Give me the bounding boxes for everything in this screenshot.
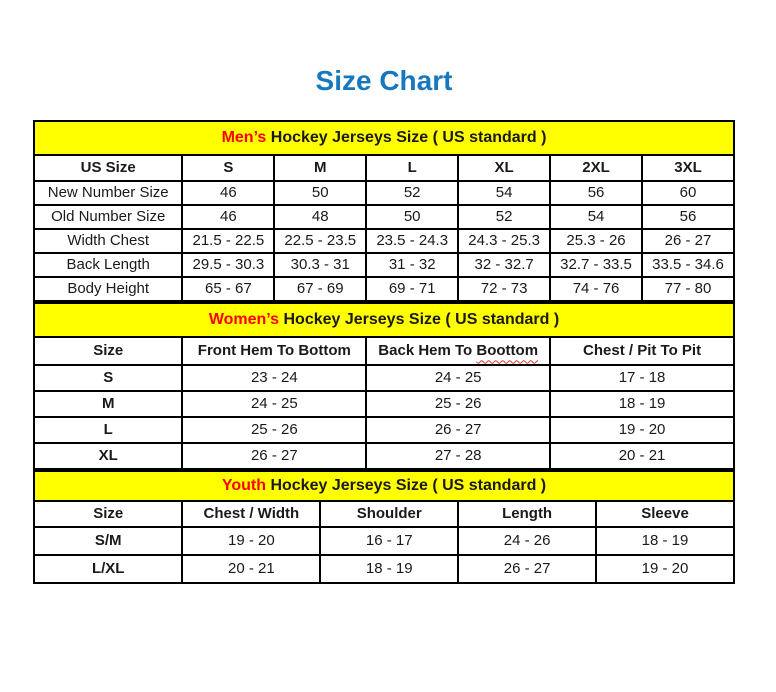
table-row: [34, 417, 734, 443]
table-row: [34, 181, 734, 205]
size-value: 20 - 21: [182, 555, 320, 583]
row-label: New Number Size: [34, 181, 182, 205]
size-value: 21.5 - 22.5: [182, 229, 274, 253]
column-header: L: [366, 155, 458, 181]
column-header: Length: [458, 501, 596, 527]
table-row: [34, 555, 734, 583]
size-value: 60: [642, 181, 734, 205]
row-label: S/M: [34, 527, 182, 555]
row-label: Width Chest: [34, 229, 182, 253]
column-header: M: [274, 155, 366, 181]
row-label: L: [34, 417, 182, 443]
row-label: M: [34, 391, 182, 417]
size-value: 20 - 21: [550, 443, 734, 469]
size-value: 50: [274, 181, 366, 205]
column-header: Back Hem To Boottom: [366, 337, 550, 365]
column-header: Chest / Pit To Pit: [550, 337, 734, 365]
section-band-womens: [34, 303, 734, 337]
table-row: [34, 365, 734, 391]
size-value: 26 - 27: [458, 555, 596, 583]
column-header: 2XL: [550, 155, 642, 181]
table-row: [34, 253, 734, 277]
column-header-row: [34, 337, 734, 365]
column-header: Shoulder: [320, 501, 458, 527]
page-title: Size Chart: [315, 65, 453, 96]
column-header-row: [34, 155, 734, 181]
size-value: 31 - 32: [366, 253, 458, 277]
size-value: 67 - 69: [274, 277, 366, 301]
page-content: [33, 0, 735, 584]
section-band-youth: [34, 471, 734, 501]
size-value: 18 - 19: [596, 527, 734, 555]
size-value: 69 - 71: [366, 277, 458, 301]
column-header: Front Hem To Bottom: [182, 337, 366, 365]
size-value: 17 - 18: [550, 365, 734, 391]
size-table-youth: [33, 470, 735, 584]
size-value: 18 - 19: [550, 391, 734, 417]
size-value: 25 - 26: [366, 391, 550, 417]
size-value: 24 - 26: [458, 527, 596, 555]
size-value: 54: [458, 181, 550, 205]
size-value: 26 - 27: [366, 417, 550, 443]
table-row: [34, 391, 734, 417]
size-value: 77 - 80: [642, 277, 734, 301]
size-value: 26 - 27: [182, 443, 366, 469]
column-header: Sleeve: [596, 501, 734, 527]
band-text: Hockey Jerseys Size ( US standard ): [279, 310, 560, 328]
size-value: 30.3 - 31: [274, 253, 366, 277]
size-value: 29.5 - 30.3: [182, 253, 274, 277]
size-value: 19 - 20: [550, 417, 734, 443]
size-value: 56: [642, 205, 734, 229]
column-header: 3XL: [642, 155, 734, 181]
row-label: Back Length: [34, 253, 182, 277]
size-value: 18 - 19: [320, 555, 458, 583]
size-value: 25.3 - 26: [550, 229, 642, 253]
section-band-row: [34, 303, 734, 337]
table-row: [34, 443, 734, 469]
size-value: 19 - 20: [182, 527, 320, 555]
band-accent: Men’s: [221, 128, 267, 146]
column-header: US Size: [34, 155, 182, 181]
size-value: 22.5 - 23.5: [274, 229, 366, 253]
column-header: Size: [34, 501, 182, 527]
size-value: 32 - 32.7: [458, 253, 550, 277]
size-value: 24.3 - 25.3: [458, 229, 550, 253]
size-value: 52: [458, 205, 550, 229]
size-value: 74 - 76: [550, 277, 642, 301]
band-accent: Youth: [221, 476, 266, 494]
table-row: [34, 205, 734, 229]
section-band-mens: [34, 121, 734, 155]
size-value: 72 - 73: [458, 277, 550, 301]
size-value: 48: [274, 205, 366, 229]
size-value: 46: [182, 205, 274, 229]
table-row: [34, 527, 734, 555]
row-label: S: [34, 365, 182, 391]
size-value: 26 - 27: [642, 229, 734, 253]
band-text: Hockey Jerseys Size ( US standard ): [266, 476, 547, 494]
column-header: Size: [34, 337, 182, 365]
size-value: 65 - 67: [182, 277, 274, 301]
tables-container: [33, 120, 735, 584]
section-band-row: [34, 121, 734, 155]
column-header: S: [182, 155, 274, 181]
size-value: 52: [366, 181, 458, 205]
size-value: 33.5 - 34.6: [642, 253, 734, 277]
size-value: 25 - 26: [182, 417, 366, 443]
size-value: 16 - 17: [320, 527, 458, 555]
size-value: 19 - 20: [596, 555, 734, 583]
row-label: Body Height: [34, 277, 182, 301]
misspelled-word: Boottom: [476, 342, 539, 360]
size-value: 27 - 28: [366, 443, 550, 469]
table-row: [34, 277, 734, 301]
size-value: 50: [366, 205, 458, 229]
section-band-row: [34, 471, 734, 501]
row-label: XL: [34, 443, 182, 469]
size-value: 56: [550, 181, 642, 205]
size-value: 24 - 25: [366, 365, 550, 391]
column-header-row: [34, 501, 734, 527]
row-label: L/XL: [34, 555, 182, 583]
size-value: 23 - 24: [182, 365, 366, 391]
size-value: 24 - 25: [182, 391, 366, 417]
table-row: [34, 229, 734, 253]
size-value: 23.5 - 24.3: [366, 229, 458, 253]
size-table-mens: [33, 120, 735, 302]
size-value: 54: [550, 205, 642, 229]
band-accent: Women’s: [208, 310, 280, 328]
size-value: 46: [182, 181, 274, 205]
band-text: Hockey Jerseys Size ( US standard ): [266, 128, 547, 146]
size-table-womens: [33, 302, 735, 470]
row-label: Old Number Size: [34, 205, 182, 229]
size-value: 32.7 - 33.5: [550, 253, 642, 277]
column-header: Chest / Width: [182, 501, 320, 527]
column-header: XL: [458, 155, 550, 181]
